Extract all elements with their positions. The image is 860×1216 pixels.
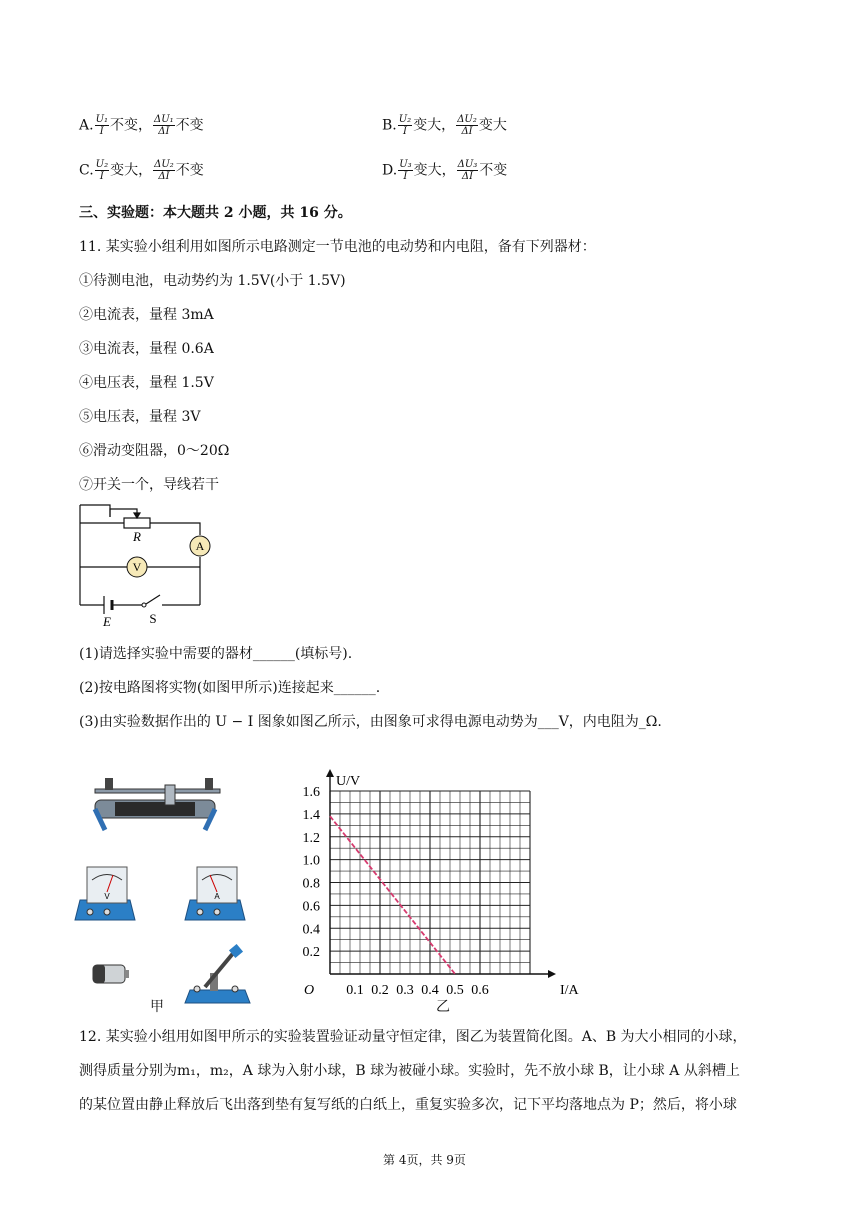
battery-picture — [93, 965, 129, 983]
question-11-part-2: (2)按电路图将实物(如图甲所示)连接起来______. — [79, 680, 381, 696]
battery-terminal — [125, 970, 129, 978]
rheostat-label: R — [133, 529, 141, 544]
frac-num: ΔU₂ — [457, 114, 477, 125]
y-tick-label: 1.2 — [302, 830, 320, 846]
page-footer: 第 4页，共 9页 — [383, 1153, 466, 1167]
wire — [80, 505, 110, 517]
fraction — [398, 114, 412, 137]
option-c — [79, 159, 204, 182]
battery-label: E — [103, 614, 111, 629]
wiper-arrow — [134, 513, 140, 518]
equipment-item: ⑦开关一个，导线若干 — [79, 477, 219, 493]
equipment-item: ③电流表，量程 0.6A — [79, 341, 214, 357]
rheostat-picture — [95, 778, 220, 830]
switch-lever — [146, 595, 160, 604]
option-text: 变大， — [413, 117, 456, 134]
x-tick-label: 0.2 — [371, 983, 389, 998]
frac-num: U₃ — [399, 159, 412, 170]
fraction — [95, 159, 109, 182]
x-tick-label: 0.1 — [346, 983, 364, 998]
frac-den: ΔI — [461, 126, 473, 137]
rheostat-body — [124, 518, 150, 528]
battery-cap — [93, 965, 105, 983]
u-i-graph — [290, 765, 579, 1000]
fraction — [153, 159, 175, 182]
question-11-stem: 11. 某实验小组利用如图所示电路测定一节电池的电动势和内电阻，备有下列器材： — [79, 239, 596, 255]
option-text: 不变 — [479, 162, 508, 179]
voltmeter-picture — [75, 867, 135, 920]
ammeter-picture-label: A — [214, 892, 220, 901]
y-axis-label: U/V — [336, 774, 361, 789]
option-label: B. — [382, 117, 397, 134]
frac-num: U₁ — [95, 114, 108, 125]
option-text: 不变， — [110, 117, 152, 134]
figure-jia-label: 甲 — [150, 999, 164, 1015]
option-text: 变大 — [478, 117, 507, 134]
x-tick-label: 0.5 — [446, 983, 464, 998]
rheostat-wiper — [110, 509, 137, 517]
ammeter-label: A — [195, 539, 205, 553]
terminal — [232, 986, 238, 992]
question-12-line-3: 的某位置由静止释放后飞出落到垫有复写纸的白纸上，重复实验多次，记下平均落地点为 P；然后，将小球 — [79, 1097, 737, 1113]
fraction — [153, 114, 175, 137]
rheostat-terminal — [105, 778, 113, 790]
terminal — [104, 909, 110, 915]
frac-num: ΔU₁ — [154, 114, 174, 125]
option-label: C. — [79, 162, 94, 179]
y-tick-label: 1.0 — [302, 853, 320, 869]
switch-blade — [205, 951, 235, 987]
option-a — [79, 114, 204, 137]
y-axis-arrow — [326, 769, 334, 777]
frac-den: I — [403, 171, 408, 182]
y-tick-label: 1.4 — [302, 807, 320, 823]
option-label: A. — [79, 117, 94, 134]
x-tick-label: 0.3 — [396, 983, 414, 998]
y-tick-label: 0.6 — [302, 899, 320, 915]
y-tick-label: 0.4 — [302, 922, 320, 938]
section-heading: 三、实验题：本大题共 2 小题，共 16 分。 — [79, 205, 352, 221]
frac-den: I — [99, 126, 104, 137]
origin-label: O — [304, 983, 315, 998]
switch-contact — [142, 603, 146, 607]
frac-den: I — [402, 126, 407, 137]
option-b — [382, 114, 507, 137]
option-text: 变大， — [110, 162, 153, 179]
rheostat-winding — [115, 802, 195, 816]
frac-den: ΔI — [461, 171, 474, 182]
fraction — [95, 114, 109, 137]
voltmeter-picture-label: V — [104, 892, 110, 901]
u-i-line — [330, 816, 455, 974]
frac-den: ΔI — [158, 126, 170, 137]
question-12-line-2: 测得质量分别为m₁，m₂，A 球为入射小球，B 球为被碰小球。实验时，先不放小球 B，让小球 A 从斜槽上 — [79, 1063, 740, 1079]
frac-num: ΔU₂ — [154, 159, 174, 170]
x-tick-label: 0.4 — [421, 983, 439, 998]
fraction — [398, 159, 412, 182]
switch-base — [185, 990, 250, 1003]
y-tick-label: 0.2 — [302, 945, 320, 961]
terminal — [87, 909, 93, 915]
equipment-item: ④电压表，量程 1.5V — [79, 375, 214, 391]
rheostat-terminal — [205, 778, 213, 790]
x-axis-label: I/A — [560, 983, 579, 998]
equipment-figure — [75, 765, 255, 1015]
rheostat-rail — [95, 789, 220, 793]
equipment-item: ①待测电池，电动势约为 1.5V(小于 1.5V) — [79, 273, 346, 289]
option-text: 不变 — [175, 162, 204, 179]
figure-yi-label: 乙 — [436, 999, 450, 1015]
equipment-item: ⑥滑动变阻器，0～20Ω — [79, 443, 230, 459]
wire — [150, 523, 200, 535]
rheostat-slider — [165, 785, 175, 805]
x-tick-label: 0.6 — [471, 983, 489, 998]
frac-num: U₂ — [398, 114, 412, 125]
equipment-item: ⑤电压表，量程 3V — [79, 409, 201, 425]
voltmeter-label: V — [132, 560, 142, 574]
option-text: 变大， — [413, 162, 456, 179]
switch-picture — [185, 944, 250, 1003]
frac-den: I — [99, 171, 104, 182]
frac-num: ΔU₃ — [457, 159, 478, 170]
option-text: 不变 — [175, 117, 204, 134]
fraction — [457, 159, 479, 182]
terminal — [194, 986, 200, 992]
y-tick-label: 0.8 — [302, 876, 320, 892]
question-11-part-1: (1)请选择实验中需要的器材______(填标号). — [79, 646, 353, 662]
ammeter-picture — [185, 867, 245, 920]
terminal — [214, 909, 220, 915]
x-axis-arrow — [548, 970, 556, 978]
question-12-line-1: 12. 某实验小组用如图甲所示的实验装置验证动量守恒定律，图乙为装置简化图。A、B 为大小相同的小球， — [79, 1029, 747, 1045]
terminal — [197, 909, 203, 915]
frac-den: ΔI — [158, 171, 170, 182]
switch-label: S — [149, 611, 157, 626]
option-label: D. — [382, 162, 398, 179]
equipment-item: ②电流表，量程 3mA — [79, 307, 214, 323]
question-11-part-3: (3)由实验数据作出的 U − I 图象如图乙所示，由图象可求得电源电动势为___V，内电阻为_Ω. — [79, 714, 662, 730]
frac-num: U₂ — [95, 159, 109, 170]
y-tick-label: 1.6 — [302, 785, 320, 800]
fraction — [456, 114, 478, 137]
circuit-diagram — [70, 495, 220, 630]
option-d — [382, 159, 507, 182]
